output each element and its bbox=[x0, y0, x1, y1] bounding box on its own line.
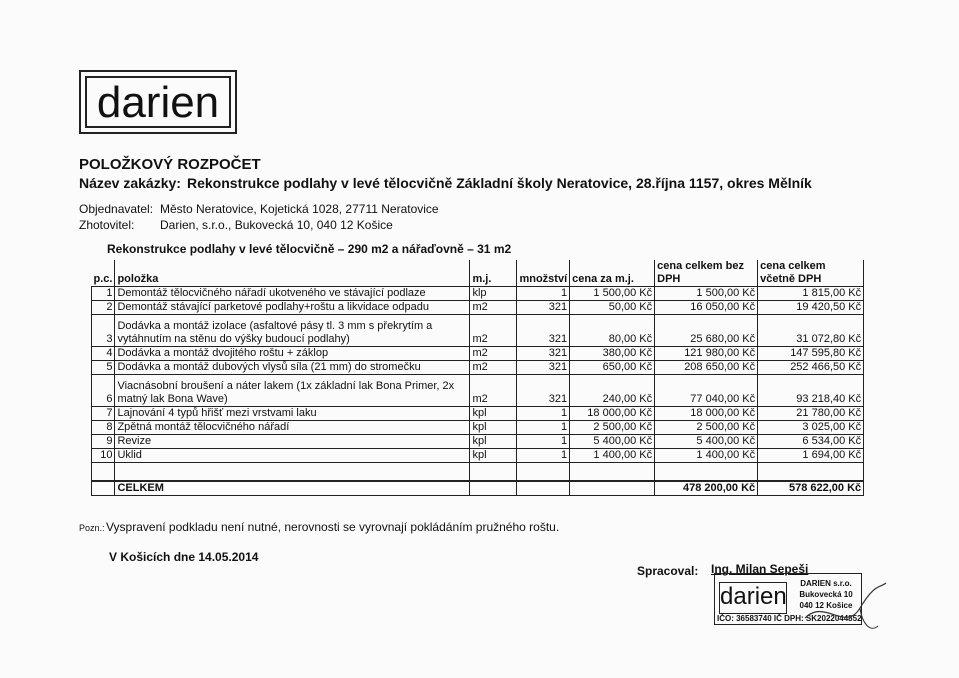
signature bbox=[800, 578, 890, 638]
row-total-vat: 19 420,50 Kč bbox=[758, 301, 864, 315]
row-num: 1 bbox=[92, 287, 115, 301]
row-num: 4 bbox=[92, 347, 115, 361]
grand-total-vat: 578 622,00 Kč bbox=[758, 481, 864, 496]
row-unit: klp bbox=[470, 287, 517, 301]
stamp-city: 040 12 Košice bbox=[799, 601, 853, 610]
header-total: cena celkem bez DPH bbox=[655, 260, 758, 287]
row-unit-price: 380,00 Kč bbox=[570, 347, 655, 361]
budget-table bbox=[91, 260, 864, 496]
row-qty: 321 bbox=[517, 361, 570, 375]
row-total-vat: 6 534,00 Kč bbox=[758, 435, 864, 449]
company-logo bbox=[79, 70, 237, 134]
row-qty: 1 bbox=[517, 449, 570, 463]
table-row bbox=[92, 407, 864, 421]
table-row bbox=[92, 361, 864, 375]
row-num: 7 bbox=[92, 407, 115, 421]
document-title: POLOŽKOVÝ ROZPOČET bbox=[79, 156, 261, 173]
row-num: 9 bbox=[92, 435, 115, 449]
row-unit: m2 bbox=[470, 301, 517, 315]
row-num: 6 bbox=[92, 375, 115, 407]
table-row bbox=[92, 421, 864, 435]
client-label: Objednavatel: bbox=[79, 202, 154, 216]
row-total: 121 980,00 Kč bbox=[655, 347, 758, 361]
logo-text: darien bbox=[85, 76, 231, 128]
row-item: Revize bbox=[115, 435, 470, 449]
row-unit-price: 50,00 Kč bbox=[570, 301, 655, 315]
row-qty: 1 bbox=[517, 421, 570, 435]
total-row bbox=[92, 481, 864, 496]
row-unit: kpl bbox=[470, 449, 517, 463]
row-total: 77 040,00 Kč bbox=[655, 375, 758, 407]
row-total-vat: 1 815,00 Kč bbox=[758, 287, 864, 301]
row-qty: 321 bbox=[517, 347, 570, 361]
row-total: 18 000,00 Kč bbox=[655, 407, 758, 421]
table-row bbox=[92, 347, 864, 361]
note bbox=[79, 520, 559, 534]
row-unit-price: 18 000,00 Kč bbox=[570, 407, 655, 421]
table-row bbox=[92, 301, 864, 315]
row-total-vat: 147 595,80 Kč bbox=[758, 347, 864, 361]
row-total-vat: 1 694,00 Kč bbox=[758, 449, 864, 463]
stamp-ids: IČO: 36583740 IČ DPH: SK2022044852 bbox=[717, 614, 862, 623]
row-total: 1 500,00 Kč bbox=[655, 287, 758, 301]
row-item: Viacnásobní broušení a náter lakem (1x základní lak Bona Primer, 2x matný lak Bona Wave) bbox=[115, 375, 470, 407]
contractor-label: Zhotovitel: bbox=[79, 218, 135, 232]
table-row bbox=[92, 375, 864, 407]
subject-value: Rekonstrukce podlahy v levé tělocvičně Základní školy Neratovice, 28.října 1157, okres Mělník bbox=[187, 175, 812, 191]
table-row bbox=[92, 315, 864, 347]
contractor-value: Darien, s.r.o., Bukovecká 10, 040 12 Košice bbox=[160, 218, 393, 232]
row-item: Demontáž stávající parketové podlahy+roštu a likvidace odpadu bbox=[115, 301, 470, 315]
row-item: Lajnování 4 typů hřišť mezi vrstvami laku bbox=[115, 407, 470, 421]
row-total: 25 680,00 Kč bbox=[655, 315, 758, 347]
client-value: Město Neratovice, Kojetická 1028, 27711 Neratovice bbox=[160, 202, 439, 216]
row-num: 8 bbox=[92, 421, 115, 435]
header-qty: množství bbox=[517, 260, 570, 287]
row-item: Dodávka a montáž dubových vlysů síla (21 mm) do stromečku bbox=[115, 361, 470, 375]
row-unit: m2 bbox=[470, 347, 517, 361]
row-unit: m2 bbox=[470, 315, 517, 347]
table-header bbox=[92, 260, 864, 287]
row-item: Zpětná montáž tělocvičného nářadí bbox=[115, 421, 470, 435]
row-total: 5 400,00 Kč bbox=[655, 435, 758, 449]
row-qty: 321 bbox=[517, 315, 570, 347]
row-qty: 1 bbox=[517, 435, 570, 449]
row-unit: m2 bbox=[470, 375, 517, 407]
row-qty: 321 bbox=[517, 301, 570, 315]
table-row bbox=[92, 287, 864, 301]
prepared-by-name: Ing. Milan Sepeši bbox=[711, 562, 809, 576]
row-unit-price: 650,00 Kč bbox=[570, 361, 655, 375]
row-item: Demontáž tělocvičného nářadí ukotveného ve stávající podlaze bbox=[115, 287, 470, 301]
row-unit: kpl bbox=[470, 407, 517, 421]
row-item: Uklid bbox=[115, 449, 470, 463]
subject-label: Název zakázky: bbox=[79, 175, 181, 191]
row-num: 2 bbox=[92, 301, 115, 315]
table-row bbox=[92, 449, 864, 463]
header-total-vat: cena celkem včetně DPH bbox=[758, 260, 864, 287]
prepared-by-label: Spracoval: bbox=[637, 564, 699, 578]
header-item: položka bbox=[115, 260, 470, 287]
grand-total: 478 200,00 Kč bbox=[655, 481, 758, 496]
row-total-vat: 93 218,40 Kč bbox=[758, 375, 864, 407]
row-total-vat: 21 780,00 Kč bbox=[758, 407, 864, 421]
row-total-vat: 3 025,00 Kč bbox=[758, 421, 864, 435]
row-total: 1 400,00 Kč bbox=[655, 449, 758, 463]
row-item: Dodávka a montáž dvojitého roštu + záklop bbox=[115, 347, 470, 361]
row-unit: m2 bbox=[470, 361, 517, 375]
row-unit: kpl bbox=[470, 435, 517, 449]
stamp-street: Bukovecká 10 bbox=[799, 590, 853, 599]
row-unit-price: 5 400,00 Kč bbox=[570, 435, 655, 449]
place-date: V Košicích dne 14.05.2014 bbox=[109, 550, 259, 564]
client-line bbox=[79, 202, 439, 216]
header-unit: m.j. bbox=[470, 260, 517, 287]
row-unit-price: 1 500,00 Kč bbox=[570, 287, 655, 301]
row-total: 208 650,00 Kč bbox=[655, 361, 758, 375]
row-total-vat: 31 072,80 Kč bbox=[758, 315, 864, 347]
row-num: 5 bbox=[92, 361, 115, 375]
subject-line bbox=[79, 175, 812, 191]
section-title: Rekonstrukce podlahy v levé tělocvičně – 290 m2 a nářaďovně – 31 m2 bbox=[107, 242, 512, 256]
note-text: Vyspravení podkladu není nutné, nerovnosti se vyrovnají pokládáním pružného roštu. bbox=[106, 520, 560, 534]
row-item: Dodávka a montáž izolace (asfaltové pásy tl. 3 mm s překrytím a vytáhnutím na stěnu do výšky budoucí podlahy) bbox=[115, 315, 470, 347]
row-qty: 1 bbox=[517, 287, 570, 301]
stamp-company: DARIEN s.r.o. bbox=[800, 579, 852, 588]
row-total: 2 500,00 Kč bbox=[655, 421, 758, 435]
row-unit-price: 1 400,00 Kč bbox=[570, 449, 655, 463]
row-unit-price: 240,00 Kč bbox=[570, 375, 655, 407]
table-row bbox=[92, 435, 864, 449]
total-label: CELKEM bbox=[115, 481, 470, 496]
contractor-line bbox=[79, 218, 393, 232]
row-unit-price: 80,00 Kč bbox=[570, 315, 655, 347]
row-qty: 1 bbox=[517, 407, 570, 421]
header-num: p.c. bbox=[92, 260, 115, 287]
row-num: 3 bbox=[92, 315, 115, 347]
row-num: 10 bbox=[92, 449, 115, 463]
row-unit-price: 2 500,00 Kč bbox=[570, 421, 655, 435]
row-unit: kpl bbox=[470, 421, 517, 435]
row-total: 16 050,00 Kč bbox=[655, 301, 758, 315]
row-qty: 321 bbox=[517, 375, 570, 407]
row-total-vat: 252 466,50 Kč bbox=[758, 361, 864, 375]
table-spacer-row bbox=[92, 463, 864, 481]
stamp-logo: darien bbox=[719, 582, 787, 614]
header-unit-price: cena za m.j. bbox=[570, 260, 655, 287]
note-label: Pozn.: bbox=[79, 523, 105, 533]
